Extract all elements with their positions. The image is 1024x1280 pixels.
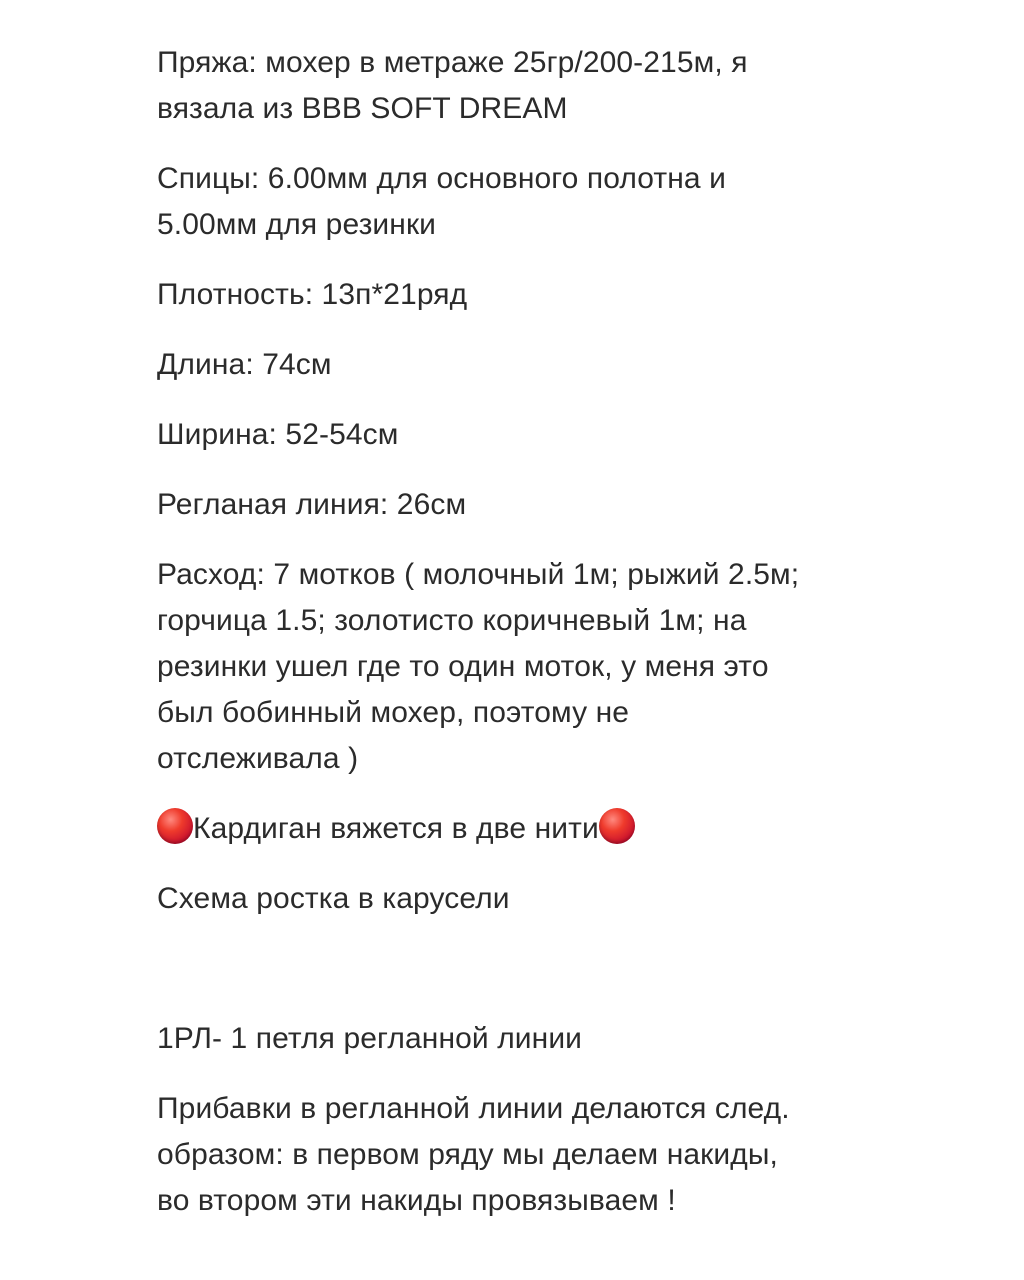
gauge-paragraph: Плотность: 13п*21ряд bbox=[157, 278, 468, 311]
text-line: Спицы: 6.00мм для основного полотна и bbox=[157, 162, 726, 195]
text-line: образом: в первом ряду мы делаем накиды, bbox=[157, 1138, 778, 1171]
raglan-stitch-paragraph: 1РЛ- 1 петля регланной линии bbox=[157, 1022, 583, 1055]
two-strands-paragraph bbox=[157, 806, 877, 852]
consumption-paragraph bbox=[157, 552, 877, 782]
text-line: во втором эти накиды провязываем ! bbox=[157, 1184, 676, 1217]
carousel-scheme-paragraph: Схема ростка в карусели bbox=[157, 882, 510, 915]
text-line: вязала из BBB SOFT DREAM bbox=[157, 92, 568, 125]
text-line: 5.00мм для резинки bbox=[157, 208, 437, 241]
length-paragraph: Длина: 74см bbox=[157, 348, 332, 381]
text-line: Прибавки в регланной линии делаются след. bbox=[157, 1092, 790, 1125]
text-line: Пряжа: мохер в метраже 25гр/200-215м, я bbox=[157, 46, 748, 79]
text-line: Расход: 7 мотков ( молочный 1м; рыжий 2.5м; bbox=[157, 558, 800, 591]
needles-paragraph bbox=[157, 156, 877, 248]
text-line: отслеживала ) bbox=[157, 742, 359, 775]
text-line: горчица 1.5; золотисто коричневый 1м; на bbox=[157, 604, 747, 637]
document-body bbox=[157, 40, 877, 1248]
yarn-paragraph bbox=[157, 40, 877, 132]
red-circle-icon bbox=[599, 808, 635, 844]
blank-line bbox=[157, 946, 877, 1016]
text-line: был бобинный мохер, поэтому не bbox=[157, 696, 630, 729]
width-paragraph: Ширина: 52-54см bbox=[157, 418, 399, 451]
two-strands-text: Кардиган вяжется в две нити bbox=[193, 812, 599, 845]
increases-paragraph bbox=[157, 1086, 877, 1224]
red-circle-icon bbox=[157, 808, 193, 844]
text-line: резинки ушел где то один моток, у меня это bbox=[157, 650, 769, 683]
raglan-paragraph: Регланая линия: 26см bbox=[157, 488, 467, 521]
